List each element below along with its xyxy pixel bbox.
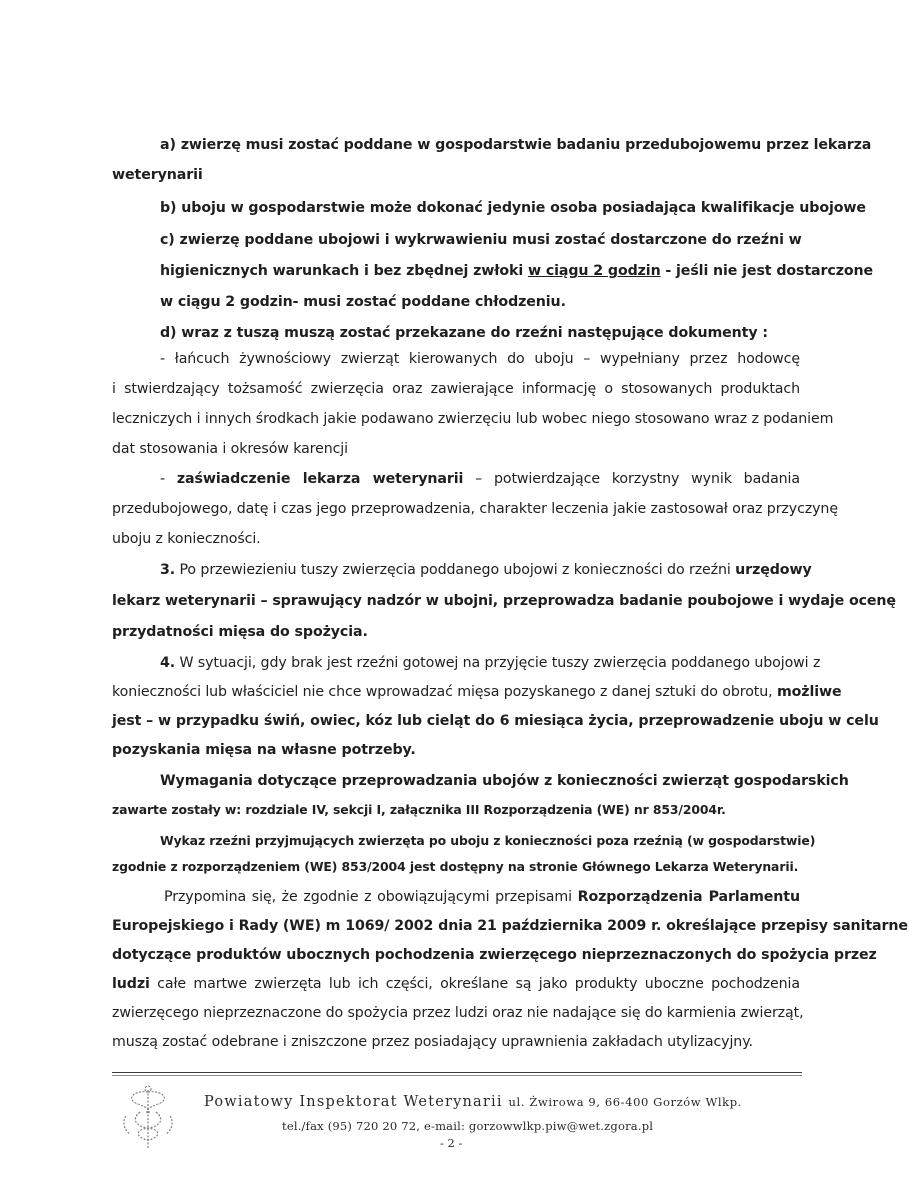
reminder-line-1 bbox=[164, 888, 800, 906]
reminder-text: całe martwe zwierzęta lub ich części, określane są jako produkty uboczne pochodzenia bbox=[149, 976, 800, 992]
footer-contact: tel./fax (95) 720 20 72, e-mail: gorzowwlkp.piw@wet.zgora.pl bbox=[282, 1119, 654, 1133]
requirements-line-2: zawarte zostały w: rozdziale IV, sekcji I, załącznika III Rozporządzenia (WE) nr 853/2004r. bbox=[112, 802, 726, 817]
chain-line-1: - łańcuch żywnościowy zwierząt kierowanych do uboju – wypełniany przez hodowcę bbox=[160, 351, 800, 367]
footer-org-line bbox=[204, 1094, 742, 1110]
footer-org: Powiatowy Inspektorat Weterynarii bbox=[204, 1094, 503, 1110]
item-a-line-2: weterynarii bbox=[112, 167, 203, 183]
reminder-intro: Przypomina się, że zgodnie z obowiązującymi przepisami bbox=[164, 889, 578, 905]
cert-line-1 bbox=[160, 470, 800, 488]
requirements-line-1: Wymagania dotyczące przeprowadzania ubojów z konieczności zwierząt gospodarskich bbox=[160, 773, 849, 789]
point-3-line-1 bbox=[160, 561, 812, 579]
reminder-line-4 bbox=[112, 975, 800, 993]
point-4-line-1 bbox=[160, 654, 821, 672]
cert-title: zaświadczenie lekarza weterynarii bbox=[176, 471, 464, 487]
item-c-deadline: w ciągu 2 godzin bbox=[527, 263, 661, 279]
point-4-line-4: pozyskania mięsa na własne potrzeby. bbox=[112, 742, 416, 758]
caduceus-icon bbox=[112, 1082, 184, 1154]
point-4-text: W sytuacji, gdy brak jest rzeźni gotowej na przyjęcie tuszy zwierzęcia poddanego ubojowi z bbox=[175, 655, 821, 671]
item-c-text: higienicznych warunkach i bez zbędnej zwłoki bbox=[160, 263, 528, 279]
reminder-people: ludzi bbox=[112, 976, 150, 992]
footer-divider bbox=[112, 1072, 802, 1073]
footer-divider-thin bbox=[112, 1075, 802, 1076]
cert-line-3: uboju z konieczności. bbox=[112, 531, 261, 547]
point-4-text-2: konieczności lub właściciel nie chce wprowadzać mięsa pozyskanego z danej sztuki do obrotu, bbox=[112, 684, 777, 700]
point-3-text: Po przewiezieniu tuszy zwierzęcia poddanego ubojowi z konieczności do rzeźni bbox=[175, 562, 736, 578]
footer-address: ul. Żwirowa 9, 66-400 Gorzów Wlkp. bbox=[508, 1095, 742, 1109]
cert-text: – potwierdzające korzystny wynik badania bbox=[475, 471, 800, 487]
item-c-line-2 bbox=[160, 262, 874, 280]
chain-line-4: dat stosowania i okresów karencji bbox=[112, 441, 348, 457]
page-number: - 2 - bbox=[440, 1136, 463, 1150]
point-3-emphasis: urzędowy bbox=[735, 562, 812, 578]
item-a-line-1: a) zwierzę musi zostać poddane w gospodarstwie badaniu przedubojowemu przez lekarza bbox=[160, 137, 872, 153]
reminder-line-2: Europejskiego i Rady (WE) m 1069/ 2002 dnia 21 października 2009 r. określające przepisy sanitarne bbox=[112, 918, 908, 934]
point-3-line-2: lekarz weterynarii – sprawujący nadzór w ubojni, przeprowadza badanie poubojowe i wydaje ocenę bbox=[112, 593, 896, 609]
item-b-line-1: b) uboju w gospodarstwie może dokonać jedynie osoba posiadająca kwalifikacje ubojowe bbox=[160, 200, 866, 216]
reminder-line-3: dotyczące produktów ubocznych pochodzenia zwierzęcego nieprzeznaczonych do spożycia przez bbox=[112, 947, 877, 963]
chain-line-2: i stwierdzający tożsamość zwierzęcia oraz zawierające informację o stosowanych produktach bbox=[112, 381, 800, 397]
point-4-line-2 bbox=[112, 683, 842, 701]
item-c-line-3: w ciągu 2 godzin- musi zostać poddane chłodzeniu. bbox=[160, 294, 566, 310]
item-d-line-1: d) wraz z tuszą muszą zostać przekazane do rzeźni następujące dokumenty : bbox=[160, 325, 768, 341]
point-3-line-3: przydatności mięsa do spożycia. bbox=[112, 624, 368, 640]
item-c-condition: - jeśli nie jest dostarczone bbox=[660, 263, 874, 279]
point-4-emphasis: możliwe bbox=[776, 684, 842, 700]
point-4-number: 4. bbox=[160, 655, 176, 671]
reminder-regulation: Rozporządzenia Parlamentu bbox=[577, 889, 800, 905]
reminder-line-5: zwierzęcego nieprzeznaczone do spożycia przez ludzi oraz nie nadające się do karmienia zwierząt, bbox=[112, 1005, 804, 1021]
slaughterhouse-list-line-1: Wykaz rzeźni przyjmujących zwierzęta po uboju z konieczności poza rzeźnią (w gospodarstwie) bbox=[160, 833, 816, 848]
reminder-line-6: muszą zostać odebrane i zniszczone przez posiadający uprawnienia zakładach utylizacyjny. bbox=[112, 1034, 753, 1050]
point-3-number: 3. bbox=[160, 562, 176, 578]
point-4-line-3: jest – w przypadku świń, owiec, kóz lub cieląt do 6 miesiąca życia, przeprowadzenie uboju w celu bbox=[112, 713, 879, 729]
chain-line-3: leczniczych i innych środkach jakie podawano zwierzęciu lub wobec niego stosowano wraz z podaniem bbox=[112, 411, 834, 427]
cert-dash: - bbox=[160, 471, 166, 487]
item-c-line-1: c) zwierzę poddane ubojowi i wykrwawieniu musi zostać dostarczone do rzeźni w bbox=[160, 232, 802, 248]
cert-line-2: przedubojowego, datę i czas jego przeprowadzenia, charakter leczenia jakie zastosował oraz przyczynę bbox=[112, 501, 838, 517]
slaughterhouse-list-line-2: zgodnie z rozporządzeniem (WE) 853/2004 jest dostępny na stronie Głównego Lekarza Weterynarii. bbox=[112, 859, 799, 874]
